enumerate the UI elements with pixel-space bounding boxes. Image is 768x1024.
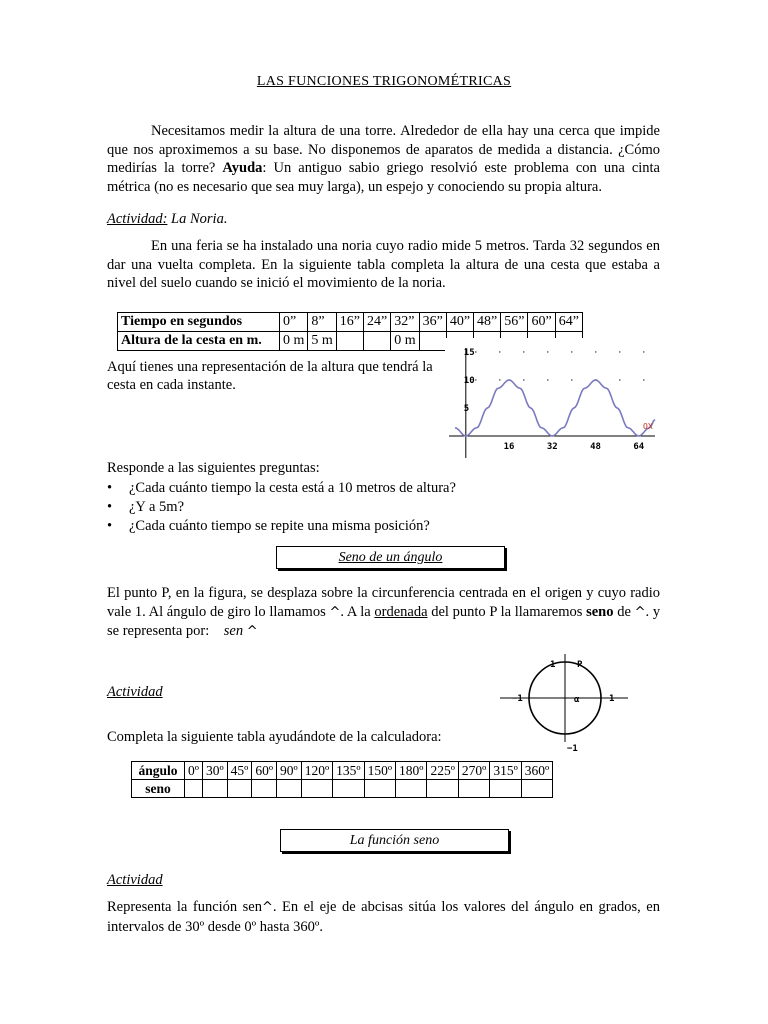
grid-dot <box>523 379 524 380</box>
x-tick-label: 32 <box>546 442 558 452</box>
grid-dot <box>475 379 476 380</box>
series-line-altura <box>455 380 655 436</box>
table-cell: 0” <box>280 313 308 332</box>
table-row <box>132 780 553 798</box>
seno-text: del punto P la llamaremos <box>431 603 583 620</box>
table-cell <box>277 780 302 798</box>
table-cell: 48” <box>474 313 501 332</box>
label-bottom: −1 <box>567 744 578 754</box>
table-cell <box>396 780 427 798</box>
table-row <box>118 313 583 332</box>
table-cell: 24” <box>364 313 391 332</box>
grid-dot <box>571 379 572 380</box>
angle-table <box>131 761 553 798</box>
section-title: La función seno <box>349 833 440 848</box>
list-item <box>107 479 607 498</box>
intro-text-rest: : Un antiguo sabio griego resolvió este problema con una cinta métrica (no es necesario que sea muy larga), un espejo y conociendo su propia altura. <box>107 160 660 195</box>
bullet: • <box>107 518 113 534</box>
table-cell: 0 m <box>391 332 419 351</box>
table-cell <box>202 780 227 798</box>
x-tick-label: 48 <box>590 442 601 452</box>
instruction-text: Representa la función sen <box>107 899 262 915</box>
table-cell: 30º <box>202 762 227 780</box>
height-chart <box>445 338 660 460</box>
angle-symbol: ^ <box>329 604 341 620</box>
table-cell: 56” <box>501 313 528 332</box>
grid-dots <box>475 351 644 380</box>
grid-dot <box>499 379 500 380</box>
angle-symbol: ^ <box>261 900 273 915</box>
label-right: 1 <box>609 694 615 704</box>
angle-row-label: ángulo <box>132 762 185 780</box>
table-cell: 5 m <box>308 332 336 351</box>
chart-mask <box>445 338 660 352</box>
table-cell <box>427 780 458 798</box>
height-row-label: Altura de la cesta en m. <box>118 332 280 351</box>
table-row <box>132 762 553 780</box>
table-cell: 32” <box>391 313 419 332</box>
table-cell: 225º <box>427 762 458 780</box>
seno-row-label: seno <box>132 780 185 798</box>
activity-label: Actividad: <box>107 211 168 227</box>
bullet: • <box>107 499 113 515</box>
table-cell <box>521 780 552 798</box>
grid-dot <box>547 351 548 352</box>
table-cell: 45º <box>227 762 252 780</box>
grid-dot <box>523 351 524 352</box>
label-alpha: α <box>574 695 580 705</box>
grid-dot <box>595 351 596 352</box>
grid-dot <box>571 351 572 352</box>
seno-text: de <box>617 603 631 620</box>
noria-paragraph: En una feria se ha instalado una noria cuyo radio mide 5 metros. Tarda 32 segundos en dar una vuelta completa. En la siguiente tabla completa la altura de una cesta que estaba a nivel del suelo cuando se inició el movimiento de la noria. <box>107 238 660 291</box>
section-box-funcion-seno <box>280 829 509 852</box>
angle-symbol: ^ <box>634 604 646 620</box>
table-cell: 135º <box>333 762 364 780</box>
table-cell: 90º <box>277 762 302 780</box>
unit-circle-figure <box>492 650 632 758</box>
bullet: • <box>107 480 113 496</box>
activity-heading: Actividad <box>107 684 163 700</box>
seno-paragraph <box>107 584 660 642</box>
x-axis-label: OX <box>643 422 653 431</box>
table-cell <box>333 780 364 798</box>
table-cell: 40” <box>446 313 473 332</box>
page-title: LAS FUNCIONES TRIGONOMÉTRICAS <box>256 74 512 89</box>
table-cell <box>458 780 489 798</box>
table-cell <box>252 780 277 798</box>
intro-text: Necesitamos medir la altura de una torre. Alrededor de ella hay una cerca que impide que nos aproximemos a su base. No disponemos de aparatos de medida a distancia. ¿Cómo medirías la torre? <box>107 123 660 176</box>
table-cell: 64” <box>555 313 582 332</box>
section-box-seno <box>276 546 505 569</box>
seno-text: . y se representa por: <box>107 603 661 639</box>
seno-term: seno <box>586 603 614 620</box>
table-cell <box>490 780 521 798</box>
questions-intro: Responde a las siguientes preguntas: <box>107 460 320 476</box>
questions-list <box>107 479 607 536</box>
table-cell: 180º <box>396 762 427 780</box>
grid-dot <box>619 351 620 352</box>
angle-symbol: ^ <box>246 624 258 639</box>
grid-dot <box>643 351 644 352</box>
section-title: Seno de un ángulo <box>338 550 443 565</box>
table-cell: 16” <box>336 313 363 332</box>
table-cell <box>301 780 332 798</box>
y-tick-label: 10 <box>463 376 475 386</box>
grid-dot <box>475 351 476 352</box>
grid-dot <box>499 351 500 352</box>
activity-instruction: Completa la siguiente tabla ayudándote de la calculadora: <box>107 729 442 745</box>
activity-heading: Actividad <box>107 872 163 888</box>
table-cell: 150º <box>364 762 395 780</box>
table-cell: 0º <box>185 762 203 780</box>
table-cell: 0 m <box>280 332 308 351</box>
table-cell <box>336 332 363 351</box>
table-cell: 360º <box>521 762 552 780</box>
label-left: −1 <box>512 694 523 704</box>
sen-notation: sen <box>223 623 244 639</box>
label-p: P <box>577 660 583 670</box>
table-cell <box>364 780 395 798</box>
table-cell <box>227 780 252 798</box>
label-top: 1 <box>550 660 556 670</box>
x-tick-label: 16 <box>503 442 515 452</box>
ayuda-label: Ayuda <box>222 160 263 176</box>
ordenada-term: ordenada <box>374 603 428 620</box>
question-text: ¿Y a 5m? <box>129 499 185 515</box>
x-tick-label: 64 <box>633 442 645 452</box>
activity-noria-heading <box>107 211 227 228</box>
table-cell: 120º <box>301 762 332 780</box>
question-text: ¿Cada cuánto tiempo la cesta está a 10 metros de altura? <box>129 480 456 496</box>
table-cell: 36” <box>419 313 446 332</box>
instruction-text: . En el eje de abcisas sitúa los valores del ángulo en grados, en intervalos de 30º desde 0º hasta 360º. <box>107 899 660 935</box>
graph-description: Aquí tienes una representación de la altura que tendrá la cesta en cada instante. <box>107 359 433 393</box>
table-cell <box>185 780 203 798</box>
y-tick-label: 15 <box>463 348 475 358</box>
table-cell: 270º <box>458 762 489 780</box>
intro-paragraph <box>107 122 660 196</box>
seno-text: . A la <box>340 603 371 620</box>
table-cell: 8” <box>308 313 336 332</box>
table-cell: 60º <box>252 762 277 780</box>
table-cell <box>419 332 446 351</box>
table-cell <box>364 332 391 351</box>
grid-dot <box>547 379 548 380</box>
question-text: ¿Cada cuánto tiempo se repite una misma posición? <box>129 518 430 534</box>
y-tick-label: 5 <box>463 404 470 414</box>
table-cell: 315º <box>490 762 521 780</box>
activity-title: La Noria. <box>167 211 228 227</box>
table-cell: 60” <box>528 313 555 332</box>
grid-dot <box>619 379 620 380</box>
activity-instruction <box>107 898 660 936</box>
seno-text: El punto P, en la figura, se desplaza sobre la circunferencia centrada en el origen y cuyo radio vale 1. Al ángulo de giro lo llamamos <box>107 585 660 620</box>
list-item <box>107 517 607 536</box>
list-item <box>107 498 607 517</box>
grid-dot <box>643 379 644 380</box>
time-row-label: Tiempo en segundos <box>118 313 280 332</box>
